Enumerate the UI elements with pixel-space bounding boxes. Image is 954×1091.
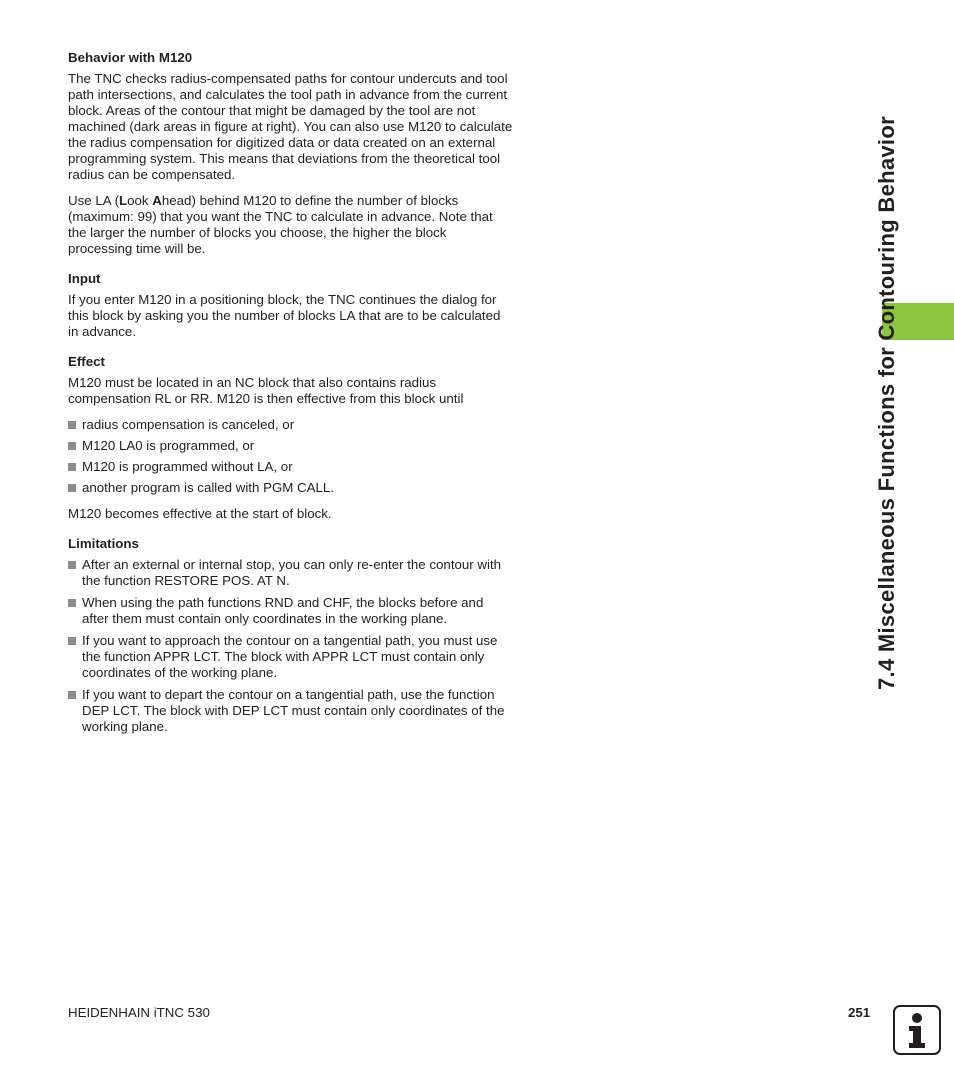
limitations-list [68,557,513,735]
section-limitations [68,536,513,735]
list-item-text: M120 LA0 is programmed, or [82,438,255,453]
heading-limitations: Limitations [68,536,139,551]
list-item-text: If you want to depart the contour on a tangential path, use the function DEP LCT. The block with DEP LCT must contain only coordinates of the working plane. [82,687,505,734]
list-item [68,557,513,589]
section-effect [68,354,513,522]
effect-paragraph: M120 must be located in an NC block that also contains radius compensation RL or RR. M120 is then effective from this block until [68,375,464,406]
bullet-square-icon [68,463,76,471]
heading-effect: Effect [68,354,105,369]
para2-text-a: Use LA ( [68,193,119,208]
list-item-text: M120 is programmed without LA, or [82,459,293,474]
info-icon [893,1005,941,1055]
list-item-text: If you want to approach the contour on a tangential path, you must use the function APPR LCT. The block with APPR LCT must contain only coordinates of the working plane. [82,633,498,680]
bullet-square-icon [68,691,76,699]
effect-list [68,417,513,496]
bullet-square-icon [68,442,76,450]
list-item [68,687,513,735]
main-content [68,50,513,745]
list-item-text: When using the path functions RND and CHF, the blocks before and after them must contain only coordinates in the working plane. [82,595,484,626]
para2-bold-a: A [152,193,162,208]
bullet-square-icon [68,561,76,569]
heading-input: Input [68,271,101,286]
para2-bold-l: L [119,193,128,208]
list-item [68,459,513,475]
bullet-square-icon [68,599,76,607]
list-item [68,633,513,681]
bullet-square-icon [68,421,76,429]
behavior-paragraph-1: The TNC checks radius-compensated paths for contour undercuts and tool path intersections, and calculates the tool path in advance from the current block. Areas of the contour that might be damaged by the tool are not machined (dark areas in figure at right). You can also use M120 to calculate the radius compensation for digitized data or data created on an external programming system. This means that deviations from the theoretical tool radius can be compensated. [68,71,513,182]
page-number: 251 [848,1005,871,1020]
heading-behavior: Behavior with M120 [68,50,193,65]
footer-product-name: HEIDENHAIN iTNC 530 [68,1005,210,1020]
section-input [68,271,513,340]
para2-text-d: head) behind M120 to define the number of blocks (maximum: 99) that you want the TNC to calculate in advance. Note that the larger the number of blocks you choose, the higher the block processing time will be. [68,193,493,256]
effect-after-paragraph: M120 becomes effective at the start of block. [68,506,332,521]
list-item-text: another program is called with PGM CALL. [82,480,335,495]
bullet-square-icon [68,484,76,492]
bullet-square-icon [68,637,76,645]
list-item-text: After an external or internal stop, you can only re-enter the contour with the function RESTORE POS. AT N. [82,557,502,588]
list-item-text: radius compensation is canceled, or [82,417,295,432]
list-item [68,595,513,627]
list-item [68,438,513,454]
list-item [68,417,513,433]
behavior-paragraph-2 [68,193,513,257]
list-item [68,480,513,496]
para2-text-c: ook [127,193,153,208]
input-paragraph: If you enter M120 in a positioning block, the TNC continues the dialog for this block by asking you the number of blocks LA that are to be calculated in advance. [68,292,501,339]
chapter-side-title: 7.4 Miscellaneous Functions for Contouring Behavior [874,116,899,690]
